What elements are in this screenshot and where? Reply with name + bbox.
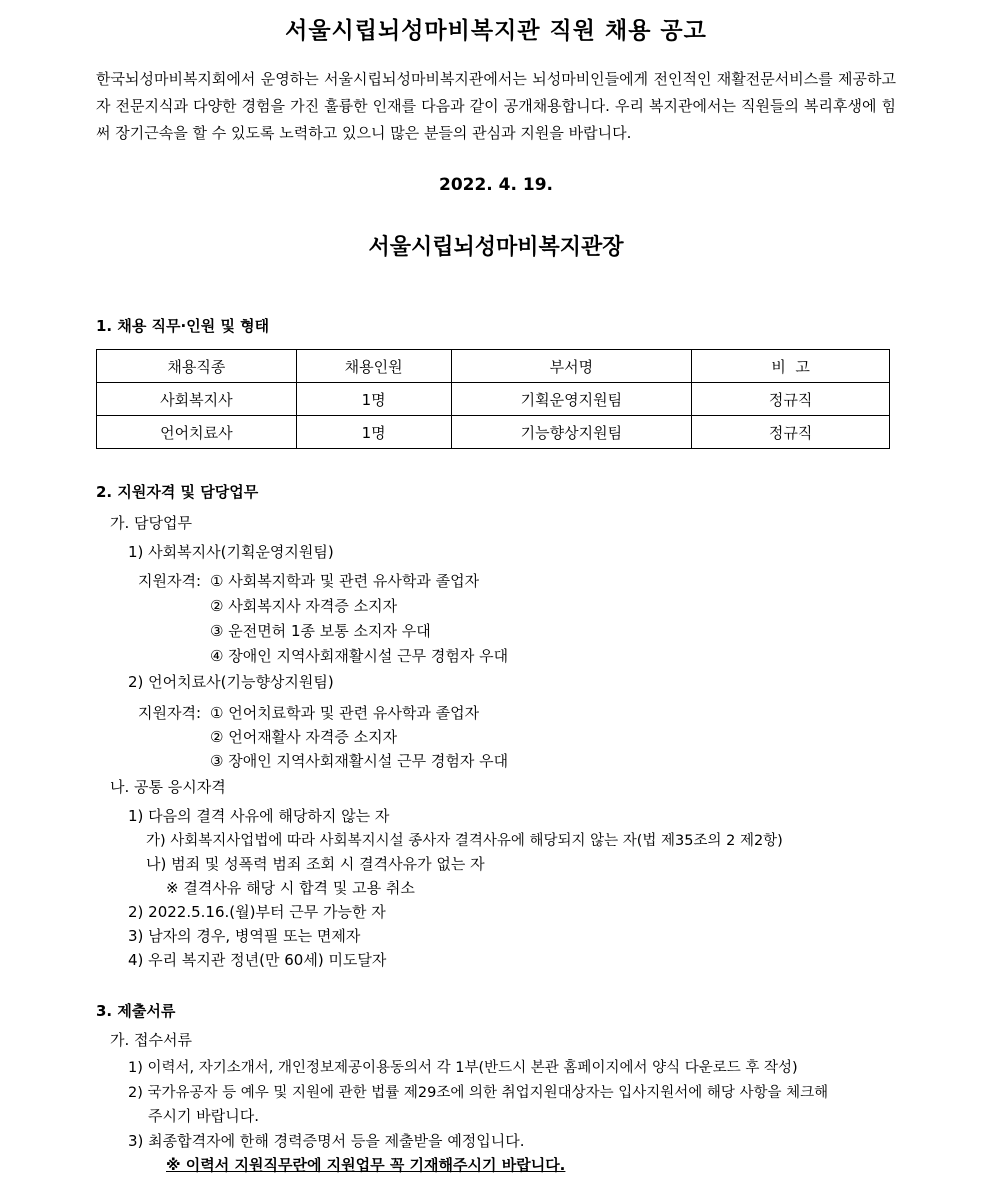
common-subitem: 가) 사회복지사업법에 따라 사회복지시설 종사자 결격사유에 해당되지 않는 자(법 제35조의 2 제2항): [146, 833, 783, 849]
table-cell: 정규직: [692, 383, 890, 416]
table-header-row: [97, 350, 890, 383]
subsection-documents: 가. 접수서류: [110, 1031, 192, 1049]
table-cell: 정규직: [692, 416, 890, 449]
subsection-duties: 가. 담당업무: [110, 514, 192, 532]
table-header-cell: 채용인원: [296, 350, 451, 383]
section3-heading: 3. 제출서류: [96, 1002, 176, 1020]
document-item-cont: 주시기 바랍니다.: [148, 1107, 259, 1125]
table-cell: 기능향상지원팀: [451, 416, 692, 449]
notice-date: 2022. 4. 19.: [438, 175, 553, 195]
table-header-cell: 부서명: [451, 350, 692, 383]
section1-heading: 1. 채용 직무·인원 및 형태: [96, 317, 270, 335]
document-item: 3) 최종합격자에 한해 경력증명서 등을 제출받을 예정입니다.: [128, 1132, 525, 1150]
table-cell: 사회복지사: [97, 383, 297, 416]
job2-qual: ② 언어재활사 자격증 소지자: [210, 728, 398, 746]
document-note: ※ 이력서 지원직무란에 지원업무 꼭 기재해주시기 바랍니다.: [166, 1156, 566, 1174]
qual-label: 지원자격:: [138, 704, 202, 722]
job1-title: 1) 사회복지사(기획운영지원팀): [128, 543, 334, 561]
table-cell: 언어치료사: [97, 416, 297, 449]
job2-qual: ① 언어치료학과 및 관련 유사학과 졸업자: [210, 704, 480, 722]
section2-heading: 2. 지원자격 및 담당업무: [96, 483, 259, 501]
signature: 서울시립뇌성마비복지관장: [368, 235, 624, 260]
subsection-common: 나. 공통 응시자격: [110, 778, 226, 796]
document-item: 1) 이력서, 자기소개서, 개인정보제공이용동의서 각 1부(반드시 본관 홈페이지에서 양식 다운로드 후 작성): [128, 1060, 798, 1076]
table-header-cell: 비 고: [692, 350, 890, 383]
notice-title: 서울시립뇌성마비복지관 직원 채용 공고: [285, 18, 707, 44]
job1-qual: ③ 운전면허 1종 보통 소지자 우대: [210, 622, 431, 640]
table-cell: 기획운영지원팀: [451, 383, 692, 416]
table-header-cell: 채용직종: [97, 350, 297, 383]
table-cell: 1명: [296, 383, 451, 416]
job1-qual: ② 사회복지사 자격증 소지자: [210, 597, 398, 615]
qual-label: 지원자격:: [138, 572, 202, 590]
common-item: 2) 2022.5.16.(월)부터 근무 가능한 자: [128, 903, 386, 921]
table-cell: 1명: [296, 416, 451, 449]
common-item: 1) 다음의 결격 사유에 해당하지 않는 자: [128, 807, 390, 825]
job1-qual: ④ 장애인 지역사회재활시설 근무 경험자 우대: [210, 647, 509, 665]
job-table: [96, 349, 890, 449]
table-row: [97, 383, 890, 416]
common-subitem: 나) 범죄 및 성폭력 범죄 조회 시 결격사유가 없는 자: [146, 855, 485, 873]
intro-paragraph: 한국뇌성마비복지회에서 운영하는 서울시립뇌성마비복지관에서는 뇌성마비인들에게 전인적인 재활전문서비스를 제공하고자 전문지식과 다양한 경험을 가진 훌륭한 인재를 다음과 같이 공개채용합니다. 우리 복지관에서는 직원들의 복리후생에 힘써 장기근속을 할 수 있도록 노력하고 있으니 많은 분들의 관심과 지원을 바랍니다.: [96, 70, 896, 142]
job2-qual: ③ 장애인 지역사회재활시설 근무 경험자 우대: [210, 752, 509, 770]
job2-title: 2) 언어치료사(기능향상지원팀): [128, 673, 334, 691]
common-item: 3) 남자의 경우, 병역필 또는 면제자: [128, 927, 361, 945]
job1-qual: ① 사회복지학과 및 관련 유사학과 졸업자: [210, 572, 480, 590]
common-item: 4) 우리 복지관 정년(만 60세) 미도달자: [128, 951, 387, 969]
document-item: 2) 국가유공자 등 예우 및 지원에 관한 법률 제29조에 의한 취업지원대상자는 입사지원서에 해당 사항을 체크해: [128, 1085, 829, 1101]
common-note: ※ 결격사유 해당 시 합격 및 고용 취소: [166, 879, 415, 897]
table-row: [97, 416, 890, 449]
